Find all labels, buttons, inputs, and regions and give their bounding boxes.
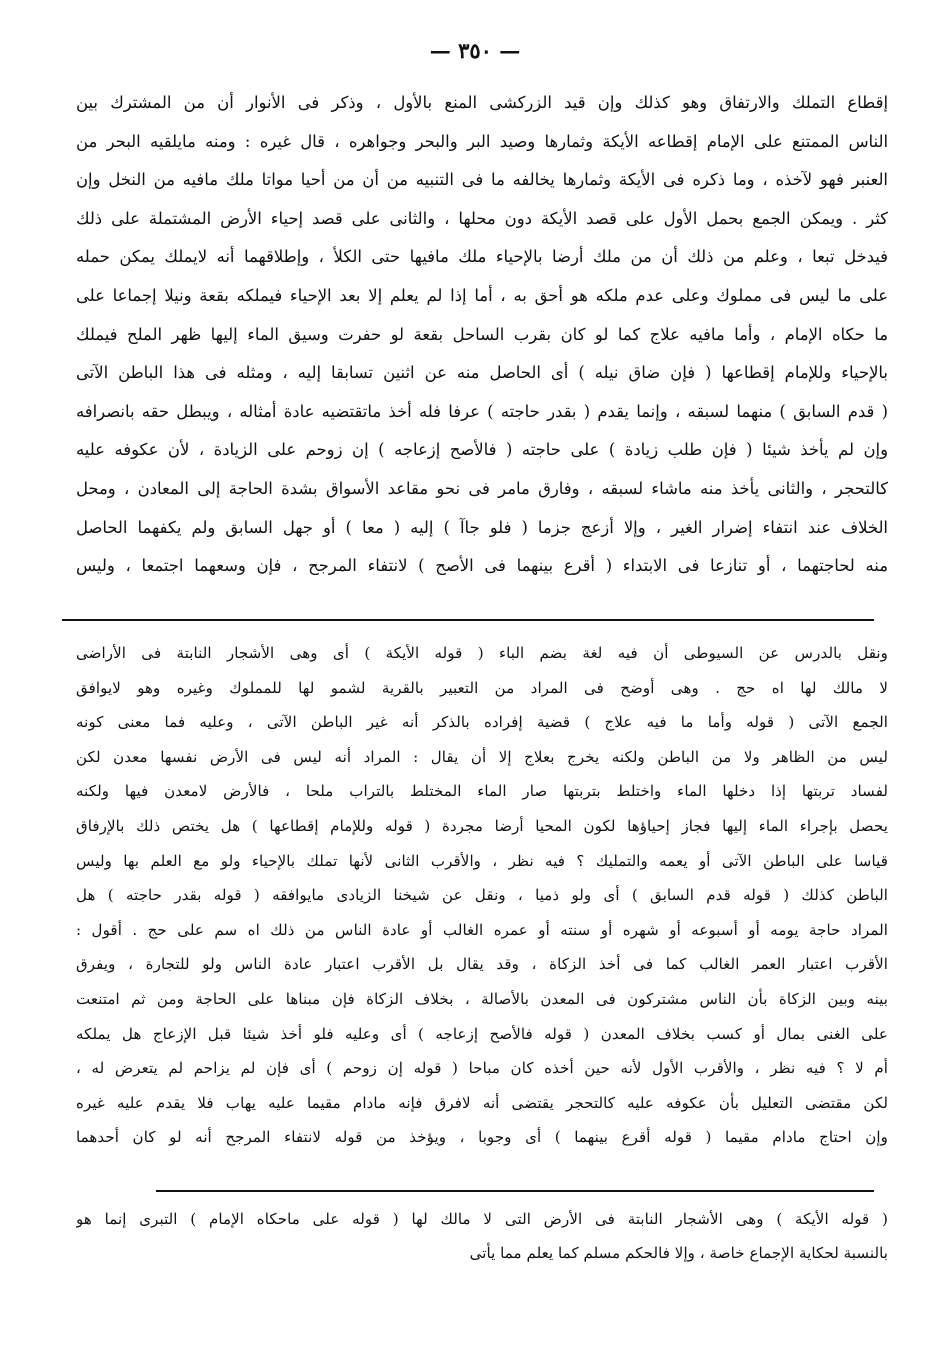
commentary-line: لفساد تربتها إذا دخلها الماء واختلط بتربتها صار الماء المختلط بالتراب ملحا ، فالأرض لامعدن فيها ولكنه [76, 782, 888, 801]
marginal-note-line: ( قوله الأيكة ) وهى الأشجار النابتة فى الأرض التى لا مالك لها ( قوله على ماحكاه الإمام ) التبرى إنما هو [76, 1210, 888, 1228]
commentary-line: قياسا على الباطن الآتى أو يعمه والتمليك ؟ فيه نظر ، والأقرب الثانى لأنها تملك بالإحياء ولو مع العلم بها وليس [76, 851, 888, 870]
main-text-line: الناس الممتنع على الإمام إقطاعه الأيكة وثمارها وصيد البر والبحر وجواهره ، قال غيره : ومنه مايلقيه البحر من [76, 131, 888, 151]
commentary-text [76, 636, 888, 1155]
commentary-line: يحصل بإجراء الماء إليها فجاز إحياؤها لكون المحيا أرضا مجردة ( قوله وللإمام إقطاعها ) هل يختص ذلك بالإرفاق [76, 816, 888, 835]
main-text-line: ما حكاه الإمام ، وأما مافيه علاج كما لو كان بقرب الساحل بقعة لو حفرت وسيق الماء إليها ظهر الملح فيملك [76, 324, 888, 344]
section-divider [62, 619, 874, 621]
main-text-line: فيدخل تبعا ، وعلم من ذلك أن من ملك أرضا بالإحياء ملك مافيها حتى الكلأ ، وإطلاقهما أنه لايملك يمكن حمله [76, 247, 888, 267]
commentary-line: أم لا ؟ فيه نظر ، والأقرب الأول لأنه حين أخذه كان مباحا ( قوله إن زوحم ) أى فإن لم يزاحم لم يتعرض له ، [76, 1059, 888, 1078]
commentary-line: لا مالك لها اه حج . وهى أوضح فى المراد من التعبير بالقرية لشمو لها للمملوك وغيره وهو لايوافق [76, 678, 888, 697]
commentary-line: على الغنى بمال أو كسب بخلاف المعدن ( قوله فالأصح إزعاجه ) أى وعليه فلو أخذ شيئا قبل الإزعاج هل يملكه [76, 1024, 888, 1043]
main-text-line: ( قدم السابق ) منهما لسبقه ، وإنما يقدم ( بقدر حاجته ) عرفا فله أخذ ماتقتضيه عادة أمثاله ، ويبطل حقه بانصرافه [76, 401, 888, 421]
commentary-line: ليس من الظاهر ولا من الباطن ولكنه يخرج بعلاج إلا أن يقال : المراد أنه ليس فى الأرض نفسها معدن لكن [76, 747, 888, 766]
commentary-line: لكن مقتضى التعليل بأن عكوفه عليه كالتحجر يقتضى أنه لافرق فإنه مادام مقيما عليه يهاب فلا يقدم عليه غيره [76, 1093, 888, 1112]
main-text-line: وإن لم يأخذ شيئا ( فإن طلب زيادة ) على حاجته ( فالأصح إزعاجه ) إن زوحم على الزيادة ، لأن عكوفه عليه [76, 440, 888, 460]
main-text-line: منه لحاجتهما ، أو تنازعا فى الابتداء ( أقرع بينهما فى الأصح ) لانتفاء المرجح ، فإن وسعهما اجتمعا ، وليس [76, 556, 888, 576]
main-text-line: كثر . ويمكن الجمع بحمل الأول على قصد الأيكة دون محلها ، والثانى على قصد إحياء الأرض المشتملة على ذلك [76, 208, 888, 228]
commentary-line: ونقل بالدرس عن السيوطى أن فيه لغة بضم الباء ( قوله الأيكة ) أى وهى الأشجار النابتة فى الأراضى [76, 644, 888, 662]
main-text-line: على ما ليس فى مملوك وعلى عدم ملكه هو أحق به ، أما إذا لم يعلم إلا بعد الإحياء فيملكه بقعة ونيلا إجماعا على [76, 285, 888, 305]
main-text-line: بالإحياء وللإمام إقطاعها ( فإن ضاق نيله ) أى الحاصل منه عن اثنين تسابقا إليه ، ومثله فى هذا الباطن الآتى [76, 363, 888, 383]
commentary-line: المراد حاجة يومه أو أسبوعه أو شهره أو سنته أو عمره الغالب أو عادة الناس من ذلك اه سم على حج . أقول : [76, 920, 888, 939]
main-text-line: إقطاع التملك والارتفاق وهو كذلك وإن قيد الزركشى المنع بالأول ، وذكر فى الأنوار أن من المشترك بين [76, 93, 888, 112]
commentary-line: وإن احتاج مادام مقيما ( قوله أقرع بينهما ) أى وجوبا ، ويؤخذ من قوله لانتفاء المرجح أنه لو كان أحدهما [76, 1128, 888, 1147]
main-text-line: الخلاف عند انتفاء إضرار الغير ، وإلا أزعج جزما ( فلو جاآ ) إليه ( معا ) أو جهل السابق ولم يكفهما الحاصل [76, 517, 888, 537]
page-number: — ٣٥٠ — [429, 38, 521, 63]
commentary-line: الجمع الآتى ( قوله وأما ما فيه علاج ) قضية إفراده بالذكر أنه غير الباطن الآتى ، وعليه فما معنى كونه [76, 713, 888, 732]
commentary-line: الأقرب اعتبار العمر الغالب كما فى أخذ الزكاة ، وقد يقال بل الأقرب اعتبار عادة الناس ولو للتجارة ، ويفرق [76, 955, 888, 974]
marginal-note [76, 1202, 888, 1270]
commentary-line: بينه وبين الزكاة بأن الناس مشتركون فى المعدن بالأصالة ، بخلاف الزكاة فإن مبناها على الحاجة ومن ثم امتنعت [76, 989, 888, 1008]
main-text-line: كالتحجر ، والثانى يأخذ منه ماشاء لسبقه ، وفارق مامر فى نحو مقاعد الأسواق بشدة الحاجة إلى المعادن ، ومحل [76, 478, 888, 498]
main-text [76, 84, 888, 586]
footnote-divider [156, 1190, 874, 1192]
commentary-line: الباطن كذلك ( قوله قدم السابق ) أى ولو ذميا ، ونقل عن شيخنا الزيادى مايوافقه ( قوله بقدر حاجته ) هل [76, 886, 888, 905]
marginal-note-line: بالنسبة لحكاية الإجماع خاصة ، وإلا فالحكم مسلم كما يعلم مما يأتى [469, 1244, 888, 1262]
main-text-line: العنبر فهو لآخذه ، وما ذكره فى الأيكة وثمارها يخالفه ما فى التنبيه من أن من أحيا مواتا ملك مافيه من النخل وإن [76, 170, 888, 190]
